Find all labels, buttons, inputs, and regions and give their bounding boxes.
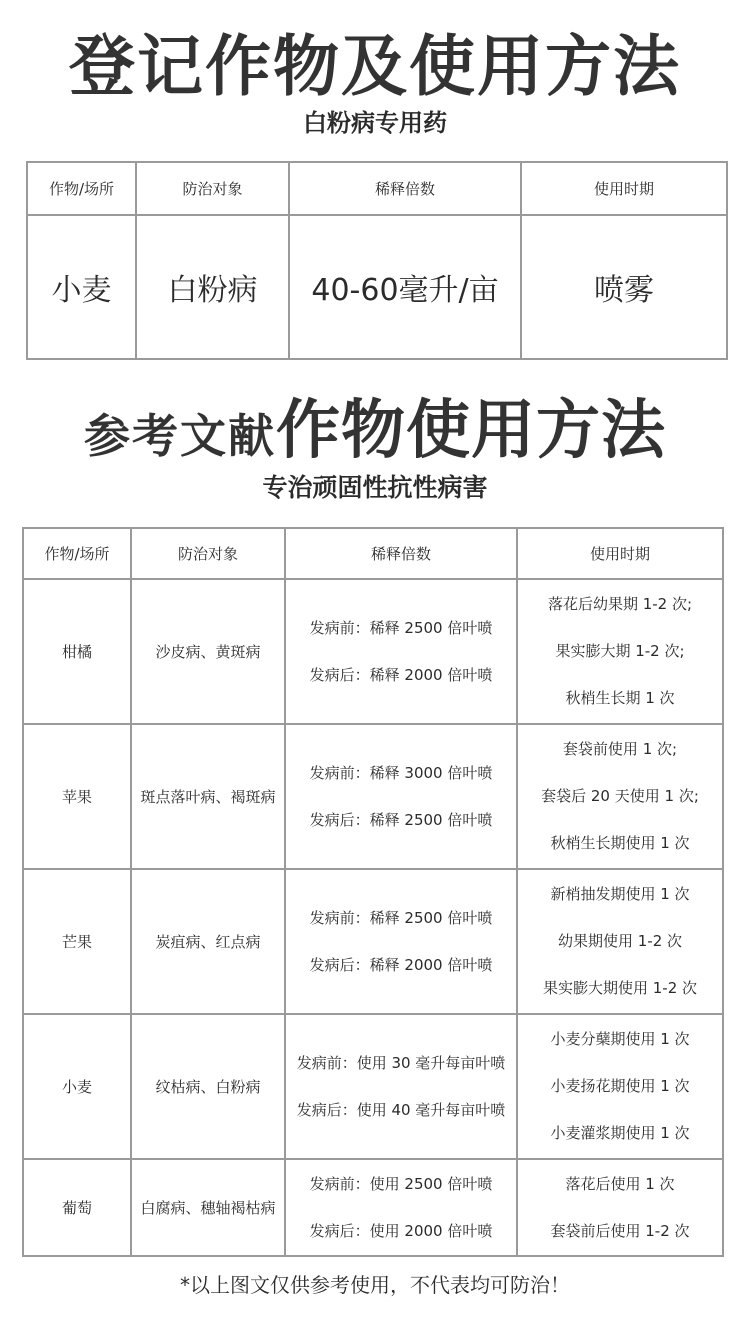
timing-line: 幼果期使用 1-2 次 — [557, 932, 683, 950]
timing-line: 小麦扬花期使用 1 次 — [550, 1077, 690, 1095]
header-dosage: 稀释倍数 — [285, 528, 517, 579]
dosage-line: 发病前：稀释 3000 倍叶喷 — [309, 763, 493, 782]
crop-cell: 小麦 — [23, 1014, 131, 1159]
timing-line: 果实膨大期使用 1-2 次 — [542, 979, 698, 997]
dosage-line: 发病前：使用 2500 倍叶喷 — [309, 1174, 493, 1193]
timing-cell — [517, 1159, 723, 1256]
reference-subtitle: 专治顽固性抗性病害 — [262, 473, 488, 502]
dosage-line: 发病前：稀释 2500 倍叶喷 — [309, 618, 493, 637]
reference-table — [22, 527, 724, 1257]
timing-line: 套袋前使用 1 次; — [562, 740, 678, 758]
timing-line: 套袋前后使用 1-2 次 — [550, 1221, 690, 1240]
table-row — [27, 215, 727, 359]
page-subtitle: 白粉病专用药 — [303, 109, 447, 137]
header-row — [27, 162, 727, 215]
registration-table — [26, 161, 728, 360]
dosage-line: 发病后：使用 2000 倍叶喷 — [309, 1221, 493, 1240]
header-timing: 使用时期 — [517, 528, 723, 579]
table-row — [23, 1014, 723, 1159]
timing-cell — [517, 1014, 723, 1159]
reference-title-main: 作物使用方法 — [276, 394, 666, 468]
dosage-cell — [285, 869, 517, 1014]
crop-cell: 柑橘 — [23, 579, 131, 724]
dosage-cell — [285, 1014, 517, 1159]
target-cell: 白粉病 — [136, 215, 289, 359]
timing-line: 落花后使用 1 次 — [565, 1174, 675, 1193]
dosage-line: 发病后：使用 40 毫升每亩叶喷 — [296, 1100, 506, 1119]
reference-title-prefix: 参考文献 — [84, 409, 276, 463]
timing-line: 落花后幼果期 1-2 次; — [547, 595, 693, 613]
target-cell: 炭疽病、红点病 — [131, 869, 285, 1014]
target-cell: 斑点落叶病、褐斑病 — [131, 724, 285, 869]
timing-cell — [517, 724, 723, 869]
timing-line: 套袋后 20 天使用 1 次; — [541, 787, 699, 805]
crop-cell: 苹果 — [23, 724, 131, 869]
dosage-cell — [285, 1159, 517, 1256]
table-row — [23, 579, 723, 724]
table-row — [23, 869, 723, 1014]
header-dosage: 稀释倍数 — [289, 162, 521, 215]
header-crop: 作物/场所 — [23, 528, 131, 579]
timing-cell — [517, 869, 723, 1014]
dosage-cell — [285, 579, 517, 724]
header-target: 防治对象 — [136, 162, 289, 215]
timing-line: 果实膨大期 1-2 次; — [555, 642, 685, 660]
table-row — [23, 1159, 723, 1256]
dosage-line: 发病前：使用 30 毫升每亩叶喷 — [296, 1053, 506, 1072]
disclaimer-note: *以上图文仅供参考使用，不代表均可防治！ — [180, 1273, 570, 1297]
timing-cell — [517, 579, 723, 724]
timing-line: 小麦灌浆期使用 1 次 — [550, 1124, 690, 1142]
timing-cell: 喷雾 — [521, 215, 727, 359]
timing-line: 新梢抽发期使用 1 次 — [550, 885, 690, 903]
page-title: 登记作物及使用方法 — [69, 28, 681, 105]
header-crop: 作物/场所 — [27, 162, 136, 215]
header-row — [23, 528, 723, 579]
dosage-cell: 40-60毫升/亩 — [289, 215, 521, 359]
timing-line: 小麦分蘖期使用 1 次 — [550, 1030, 690, 1048]
dosage-cell — [285, 724, 517, 869]
header-target: 防治对象 — [131, 528, 285, 579]
dosage-line: 发病前：稀释 2500 倍叶喷 — [309, 908, 493, 927]
dosage-line: 发病后：稀释 2000 倍叶喷 — [309, 955, 493, 974]
crop-cell: 芒果 — [23, 869, 131, 1014]
target-cell: 纹枯病、白粉病 — [131, 1014, 285, 1159]
timing-line: 秋梢生长期 1 次 — [565, 689, 675, 707]
target-cell: 沙皮病、黄斑病 — [131, 579, 285, 724]
dosage-line: 发病后：稀释 2500 倍叶喷 — [309, 810, 493, 829]
timing-line: 秋梢生长期使用 1 次 — [550, 834, 690, 852]
target-cell: 白腐病、穗轴褐枯病 — [131, 1159, 285, 1256]
crop-cell: 葡萄 — [23, 1159, 131, 1256]
dosage-line: 发病后：稀释 2000 倍叶喷 — [309, 665, 493, 684]
table-row — [23, 724, 723, 869]
header-timing: 使用时期 — [521, 162, 727, 215]
crop-cell: 小麦 — [27, 215, 136, 359]
